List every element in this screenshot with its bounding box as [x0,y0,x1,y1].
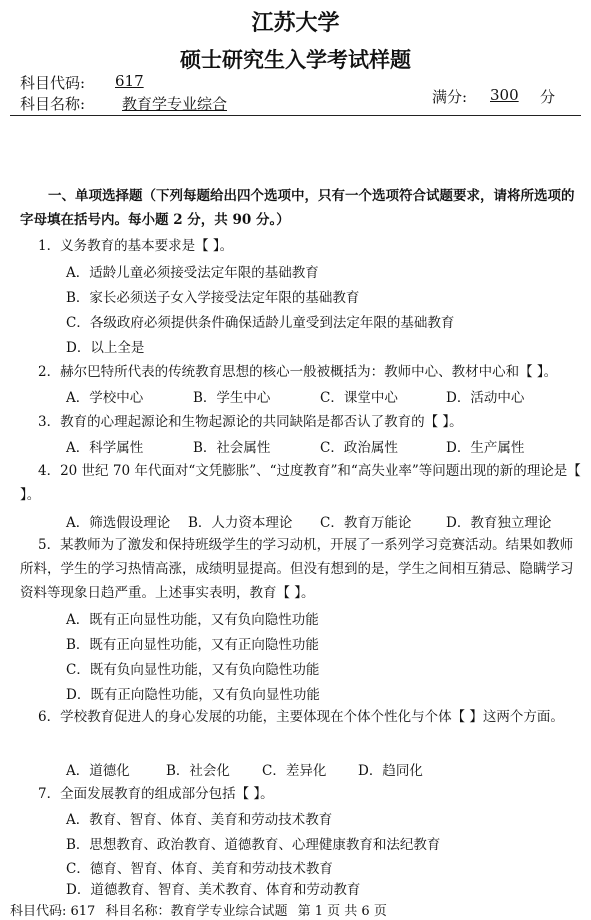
header-divider [10,115,581,116]
q1-option-d: D．以上全是 [66,340,145,356]
question-5: 5．某教师为了激发和保持班级学生的学习动机，开展了一系列学习竞赛活动。结果如教师所料，学生的学习热情高涨，成绩明显提高。但没有想到的是，学生之间相互猜忌、隐瞒学习资料等现象日趋严重。上述事实表明，教育【 】。 [20,537,574,601]
question-3: 3．教育的心理起源论和生物起源论的共同缺陷是都否认了教育的【 】。 [38,414,463,430]
q6-option-c: C．差异化 [262,763,327,779]
q1-option-c: C．各级政府必须提供条件确保适龄儿童受到法定年限的基础教育 [66,315,455,331]
q4-option-a: A．筛选假设理论 [66,515,171,531]
q7-option-c: C．德育、智育、体育、美育和劳动技术教育 [66,861,333,877]
section-header [20,184,584,232]
question-4: 4．20 世纪 70 年代面对“文凭膨胀”、“过度教育”和“高失业率”等问题出现的新的理论是【 】。 [20,463,581,503]
section-instructions: （下列每题给出四个选项中，只有一个选项符合试题要求，请将所选项的字母填在括号内。每小题 2 分，共 90 分。） [20,188,575,228]
question-7: 7．全面发展教育的组成部分包括【 】。 [38,786,274,802]
footer-subject-name: 科目名称：教育学专业综合试题 [105,904,288,919]
question-2: 2．赫尔巴特所代表的传统教育思想的核心一般被概括为：教师中心、教材中心和【 】。 [38,364,558,380]
q1-option-a: A．适龄儿童必须接受法定年限的基础教育 [66,265,319,281]
q3-option-b: B．社会属性 [193,440,271,456]
q7-option-d: D．道德教育、智育、美术教育、体育和劳动教育 [66,882,361,898]
subject-code: 617 [115,72,144,90]
page-footer [10,900,393,919]
q5-option-a: A．既有正向显性功能，又有负向隐性功能 [66,612,319,628]
q4-option-d: D．教育独立理论 [446,515,552,531]
exam-title: 硕士研究生入学考试样题 [180,47,411,72]
q6-option-b: B．社会化 [166,763,230,779]
q4-option-b: B．人力资本理论 [188,515,293,531]
score-value: 300 [490,86,519,104]
q6-option-d: D．趋同化 [358,763,423,779]
q5-option-d: D．既有正向隐性功能，又有负向显性功能 [66,687,320,703]
q6-option-a: A．道德化 [66,763,130,779]
score-label: 满分: [432,88,468,106]
q5-option-c: C．既有负向显性功能，又有负向隐性功能 [66,662,320,678]
section-title: 一、单项选择题 [48,188,143,204]
subject-name: 教育学专业综合 [122,95,228,113]
q2-option-a: A．学校中心 [66,390,144,406]
footer-subject-code: 科目代码: 617 [10,904,96,919]
q7-option-a: A．教育、智育、体育、美育和劳动技术教育 [66,812,333,828]
q7-option-b: B．思想教育、政治教育、道德教育、心理健康教育和法纪教育 [66,837,441,853]
question-6: 6．学校教育促进人的身心发展的功能，主要体现在个体个性化与个体【 】这两个方面。 [38,709,564,725]
subject-code-label: 科目代码: [20,74,86,92]
footer-page-number: 第 1 页 共 6 页 [297,904,387,919]
q3-option-c: C．政治属性 [320,440,398,456]
q1-option-b: B．家长必须送子女入学接受法定年限的基础教育 [66,290,360,306]
q2-option-b: B．学生中心 [193,390,271,406]
score-unit: 分 [540,88,556,106]
question-1: 1．义务教育的基本要求是【 】。 [38,238,234,254]
university-name: 江苏大学 [251,10,340,36]
q4-option-c: C．教育万能论 [320,515,412,531]
q2-option-c: C．课堂中心 [320,390,398,406]
q2-option-d: D．活动中心 [446,390,525,406]
q3-option-d: D．生产属性 [446,440,525,456]
q5-option-b: B．既有正向显性功能，又有正向隐性功能 [66,637,319,653]
subject-name-label: 科目名称: [20,95,86,113]
q3-option-a: A．科学属性 [66,440,144,456]
